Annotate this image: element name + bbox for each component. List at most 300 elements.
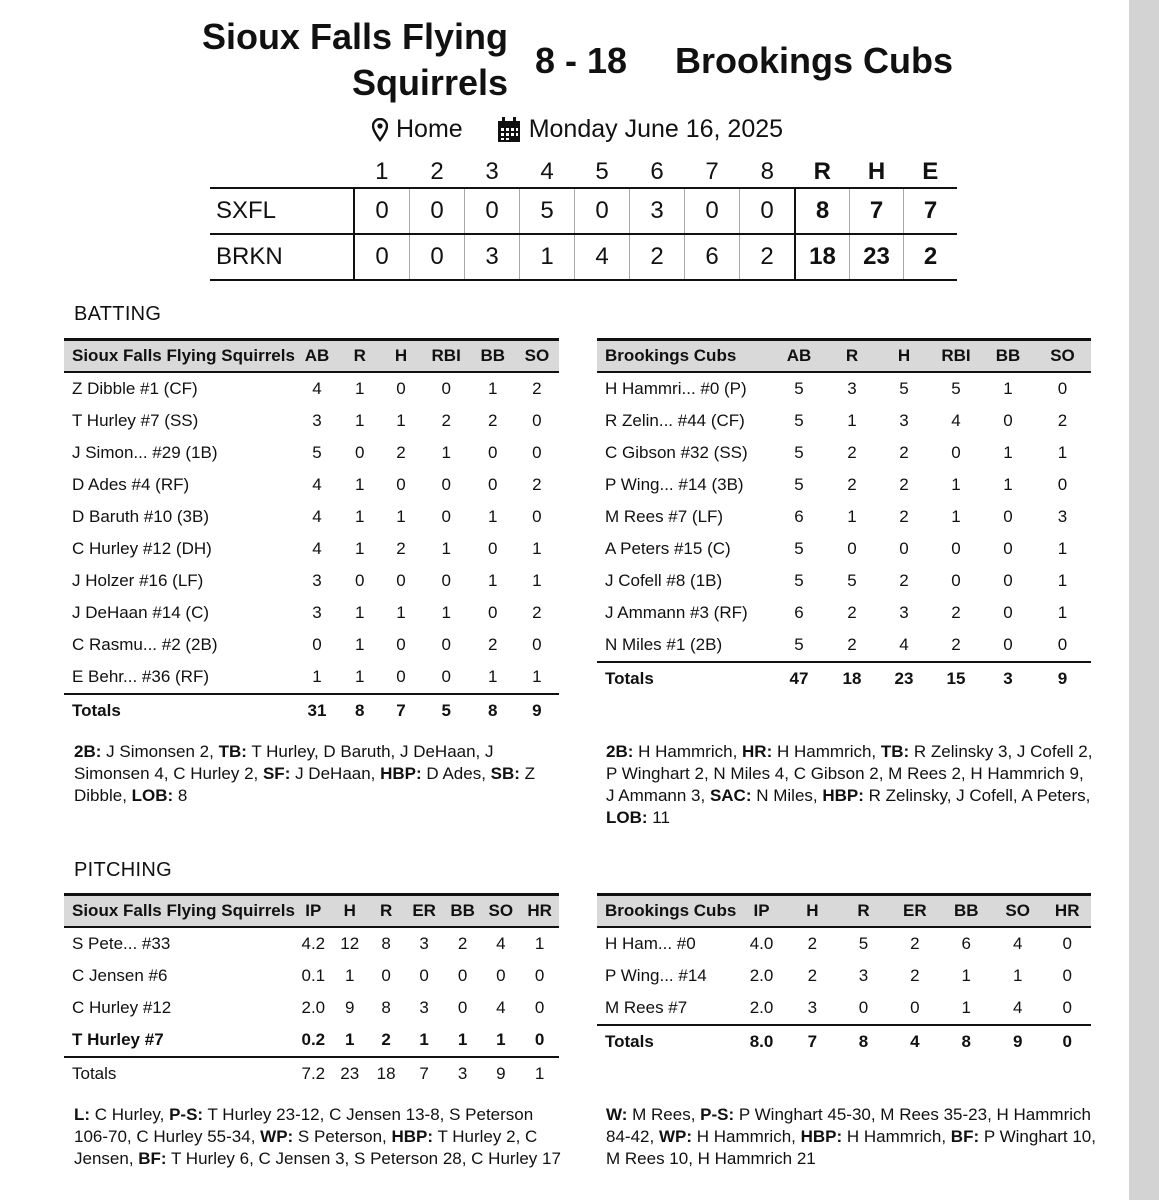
- totals-row: [64, 1057, 559, 1090]
- stat-cell: 0: [532, 443, 542, 462]
- stat-column-header: ER: [412, 901, 436, 920]
- player-name: A Peters #15 (C): [605, 539, 731, 558]
- player-name: J Ammann #3 (RF): [605, 603, 748, 622]
- stat-cell: 1: [1057, 539, 1068, 558]
- stat-cell: 5: [794, 475, 804, 494]
- stat-cell: 1: [396, 411, 406, 430]
- total-cell: 8: [354, 701, 365, 720]
- stat-cell: 0.2: [301, 1030, 326, 1049]
- stat-cell: 2: [951, 603, 961, 622]
- total-cell: 8: [858, 1032, 869, 1051]
- home-team-name: Sioux Falls Flying Squirrels: [201, 16, 508, 103]
- team-column-header: Brookings Cubs: [605, 901, 737, 920]
- stat-cell: 1: [534, 934, 545, 953]
- stat-cell: 0: [457, 998, 468, 1017]
- note-text: T Hurley 23-12, C Jensen 13-8, S Peterson 106-70, C Hurley 55-34,: [74, 1105, 534, 1146]
- table-header-row: [64, 895, 559, 928]
- stat-cell: 0: [396, 571, 406, 590]
- stat-column-header: R: [845, 346, 859, 365]
- stat-cell: 2: [910, 966, 920, 985]
- stat-column-header: R: [857, 901, 870, 920]
- note-text: H Hammrich,: [633, 742, 743, 761]
- player-name: C Gibson #32 (SS): [605, 443, 748, 462]
- note-text: T Hurley 6, C Jensen 3, S Peterson 28, C Hurley 17: [166, 1149, 561, 1168]
- table-header-row: [597, 895, 1091, 928]
- note-text: R Zelinsky 3, J Cofell 2, P Winghart 2, N Miles 4, C Gibson 2, M Rees 2, H Hammrich 9, J Ammann 3,: [606, 742, 1093, 805]
- stat-cell: 0: [457, 966, 468, 985]
- stat-cell: 1: [441, 443, 451, 462]
- stat-cell: 4.2: [301, 934, 326, 953]
- stat-cell: 2.0: [749, 966, 774, 985]
- player-name: C Rasmu... #2 (2B): [72, 635, 218, 654]
- total-errors: 2: [923, 243, 938, 270]
- team-abbr: BRKN: [210, 234, 354, 280]
- table-row: [64, 1024, 559, 1057]
- stat-cell: 1: [951, 507, 961, 526]
- stat-cell: 0: [354, 571, 365, 590]
- note-text: 8: [173, 786, 188, 805]
- stat-cell: 0: [1003, 571, 1013, 590]
- stat-cell: 1: [419, 1030, 429, 1049]
- player-name: S Pete... #33: [72, 934, 171, 953]
- table-row: [64, 960, 559, 992]
- total-cell: 0: [1062, 1032, 1072, 1051]
- stat-cell: 1: [354, 539, 365, 558]
- note-label: LOB:: [606, 808, 648, 827]
- player-name: E Behr... #36 (RF): [72, 667, 209, 686]
- inning-score: 4: [575, 234, 630, 280]
- stat-cell: 2: [441, 411, 451, 430]
- totals-label: Totals: [72, 1064, 117, 1083]
- stat-cell: 2: [396, 539, 406, 558]
- table-row: [597, 437, 1091, 469]
- total-cell: 7: [419, 1064, 429, 1083]
- stat-cell: 4: [312, 539, 322, 558]
- stat-cell: 1: [496, 1030, 506, 1049]
- stat-cell: 1: [396, 507, 406, 526]
- note-label: HBP:: [391, 1127, 434, 1146]
- totals-label: Totals: [605, 1032, 654, 1051]
- stat-column-header: IP: [305, 901, 322, 920]
- stat-column-header: R: [353, 346, 366, 365]
- stat-column-header: BB: [995, 346, 1021, 365]
- stat-column-header: H: [806, 901, 819, 920]
- player-name: D Ades #4 (RF): [72, 475, 190, 494]
- stat-cell: 0: [441, 507, 451, 526]
- stat-cell: 5: [794, 571, 804, 590]
- stat-cell: 1: [1012, 966, 1023, 985]
- stat-cell: 0: [951, 571, 961, 590]
- table-row: [597, 372, 1091, 405]
- inning-header: 1: [375, 158, 389, 185]
- note-text: S Peterson,: [293, 1127, 392, 1146]
- away-pitching-table: [597, 893, 1091, 1058]
- stat-cell: 5: [794, 379, 804, 398]
- stat-cell: 3: [419, 998, 429, 1017]
- stat-cell: 0: [354, 443, 365, 462]
- note-label: SF:: [262, 764, 291, 783]
- stat-column-header: SO: [1005, 901, 1030, 920]
- stat-cell: 2: [396, 443, 406, 462]
- away-batting-table: [597, 338, 1091, 695]
- player-name: J DeHaan #14 (C): [72, 603, 210, 622]
- note-label: LOB:: [131, 786, 174, 805]
- stat-column-header: HR: [527, 901, 552, 920]
- line-score-row: [210, 188, 957, 234]
- stat-cell: 1: [532, 539, 542, 558]
- stat-cell: 0: [488, 603, 498, 622]
- stat-cell: 8: [381, 934, 391, 953]
- stat-cell: 2: [381, 1030, 391, 1049]
- stat-cell: 1: [1057, 571, 1068, 590]
- stat-cell: 1: [457, 1030, 468, 1049]
- stat-cell: 1: [951, 475, 961, 494]
- stat-column-header: RBI: [941, 346, 971, 365]
- stat-cell: 0: [534, 966, 545, 985]
- note-text: H Hammrich,: [772, 742, 881, 761]
- stat-cell: 1: [354, 635, 365, 654]
- total-cell: 15: [946, 669, 966, 688]
- stat-cell: 1: [344, 1030, 355, 1049]
- total-hits: 23: [850, 234, 904, 280]
- stat-cell: 1: [354, 507, 365, 526]
- player-name: R Zelin... #44 (CF): [605, 411, 745, 430]
- player-name: D Baruth #10 (3B): [72, 507, 210, 526]
- stat-cell: 6: [794, 603, 804, 622]
- inning-score: 0: [354, 188, 410, 234]
- line-score-table: [210, 157, 957, 281]
- stat-column-header: H: [897, 346, 911, 365]
- stat-cell: 0: [1062, 998, 1072, 1017]
- stat-cell: 4: [312, 475, 322, 494]
- total-cell: 47: [789, 669, 809, 688]
- stat-column-header: AB: [304, 346, 330, 365]
- team-column-header: Sioux Falls Flying Squirrels: [72, 346, 295, 365]
- stat-cell: 0: [951, 539, 961, 558]
- player-name: P Wing... #14: [605, 966, 707, 985]
- note-label: P-S:: [700, 1105, 735, 1124]
- stat-cell: 1: [847, 411, 857, 430]
- table-row: [64, 661, 559, 694]
- stat-column-header: BB: [450, 901, 475, 920]
- stat-cell: 0: [899, 539, 909, 558]
- stat-cell: 1: [532, 571, 542, 590]
- player-name: C Hurley #12 (DH): [72, 539, 212, 558]
- stat-cell: 3: [858, 966, 869, 985]
- stat-cell: 5: [794, 443, 804, 462]
- total-cell: 9: [1012, 1032, 1023, 1051]
- stat-cell: 1: [1003, 379, 1013, 398]
- home-pitching-table: [64, 893, 559, 1090]
- stat-cell: 0: [1003, 603, 1013, 622]
- table-row: [597, 597, 1091, 629]
- inning-score: 1: [520, 234, 575, 280]
- table-row: [64, 597, 559, 629]
- note-text: 11: [647, 808, 670, 827]
- stat-cell: 5: [899, 379, 909, 398]
- note-text: C Hurley,: [90, 1105, 170, 1124]
- calendar-icon: [497, 117, 521, 143]
- inning-header: 7: [705, 158, 719, 185]
- stat-cell: 1: [354, 603, 365, 622]
- stat-cell: 1: [488, 571, 498, 590]
- stat-column-header: BB: [953, 901, 979, 920]
- table-row: [64, 992, 559, 1024]
- stat-cell: 0: [532, 635, 542, 654]
- stat-cell: 5: [847, 571, 857, 590]
- stat-cell: 0.1: [301, 966, 326, 985]
- inning-score: 2: [630, 234, 685, 280]
- total-cell: 7: [396, 701, 406, 720]
- stat-cell: 5: [794, 539, 804, 558]
- note-text: T Hurley, D Baruth, J DeHaan, J Simonsen 4, C Hurley 2,: [74, 742, 494, 783]
- inning-header: 3: [485, 158, 499, 185]
- stat-cell: 0: [441, 475, 451, 494]
- inning-header: 5: [595, 158, 609, 185]
- note-label: TB:: [880, 742, 910, 761]
- table-row: [64, 372, 559, 405]
- total-runs: 8: [795, 188, 850, 234]
- inning-header: 2: [430, 158, 444, 185]
- stat-cell: 0: [441, 379, 451, 398]
- table-row: [597, 960, 1091, 992]
- stat-cell: 2: [951, 635, 961, 654]
- table-row: [597, 927, 1091, 960]
- note-text: J Simonsen 2,: [101, 742, 219, 761]
- line-score-row: [210, 234, 957, 280]
- player-name: C Hurley #12: [72, 998, 172, 1017]
- home-batting-table: [64, 338, 559, 727]
- stat-cell: 0: [381, 966, 391, 985]
- note-label: HBP:: [800, 1127, 843, 1146]
- table-row: [597, 469, 1091, 501]
- inning-score: 0: [740, 188, 796, 234]
- totals-row: [597, 1025, 1091, 1058]
- note-text: H Hammrich,: [842, 1127, 951, 1146]
- player-name: H Ham... #0: [605, 934, 696, 953]
- stat-cell: 4: [496, 934, 506, 953]
- note-label: 2B:: [74, 742, 102, 761]
- player-name: M Rees #7 (LF): [605, 507, 724, 526]
- stat-cell: 0: [951, 443, 961, 462]
- total-cell: 3: [1003, 669, 1013, 688]
- stat-cell: 0: [534, 1030, 545, 1049]
- total-errors: 7: [923, 197, 938, 224]
- stat-cell: 1: [441, 539, 451, 558]
- table-row: [597, 629, 1091, 662]
- game-date: Monday June 16, 2025: [528, 115, 784, 143]
- stat-cell: 1: [441, 603, 451, 622]
- inning-score: 5: [520, 188, 575, 234]
- total-cell: 5: [441, 701, 451, 720]
- stat-cell: 0: [496, 966, 506, 985]
- stat-cell: 5: [951, 379, 961, 398]
- total-cell: 8.0: [749, 1032, 774, 1051]
- game-meta: [372, 115, 783, 144]
- table-row: [597, 565, 1091, 597]
- home-pitching-notes: [74, 1104, 564, 1170]
- stat-cell: 5: [312, 443, 322, 462]
- page-edge: [1129, 0, 1159, 1200]
- note-label: W:: [606, 1105, 628, 1124]
- inning-score: 6: [685, 234, 740, 280]
- away-team-name: Brookings Cubs: [675, 40, 954, 81]
- total-cell: 23: [340, 1064, 360, 1083]
- stat-cell: 3: [807, 998, 818, 1017]
- stat-cell: 9: [344, 998, 355, 1017]
- stat-cell: 3: [312, 603, 322, 622]
- table-row: [64, 501, 559, 533]
- stat-cell: 2: [532, 603, 542, 622]
- stat-cell: 0: [1003, 635, 1013, 654]
- total-runs: 18: [795, 234, 850, 280]
- stat-column-header: BB: [480, 346, 506, 365]
- stat-cell: 4: [312, 507, 322, 526]
- note-text: N Miles,: [751, 786, 823, 805]
- player-name: T Hurley #7: [72, 1030, 164, 1049]
- team-column-header: Sioux Falls Flying Squirrels: [72, 901, 295, 920]
- inning-score: 3: [630, 188, 685, 234]
- stat-column-header: H: [394, 346, 408, 365]
- totals-label: Totals: [72, 701, 121, 720]
- note-text: T Hurley 2, C Jensen,: [74, 1127, 538, 1168]
- stat-cell: 1: [1057, 443, 1068, 462]
- note-label: HBP:: [380, 764, 422, 783]
- stat-cell: 2.0: [301, 998, 326, 1017]
- table-header-row: [597, 340, 1091, 373]
- inning-score: 0: [685, 188, 740, 234]
- note-label: BF:: [950, 1127, 980, 1146]
- stat-cell: 0: [910, 998, 920, 1017]
- stat-cell: 1: [1003, 475, 1013, 494]
- stat-cell: 4: [951, 411, 961, 430]
- stat-cell: 2: [899, 443, 909, 462]
- stat-cell: 0: [1062, 966, 1072, 985]
- note-text: R Zelinsky, J Cofell, A Peters,: [863, 786, 1091, 805]
- stat-cell: 0: [1003, 507, 1013, 526]
- stat-cell: 2: [899, 571, 909, 590]
- note-label: HR:: [742, 742, 773, 761]
- stat-cell: 3: [312, 571, 322, 590]
- total-cell: 18: [842, 669, 862, 688]
- stat-cell: 2: [847, 635, 857, 654]
- player-name: J Holzer #16 (LF): [72, 571, 204, 590]
- team-abbr: SXFL: [210, 188, 354, 234]
- player-name: Z Dibble #1 (CF): [72, 379, 198, 398]
- inning-score: 0: [465, 188, 520, 234]
- stat-cell: 0: [1057, 635, 1068, 654]
- totals-label: Totals: [605, 669, 654, 688]
- stat-cell: 12: [340, 934, 360, 953]
- note-text: Z Dibble,: [74, 764, 536, 805]
- stat-cell: 0: [532, 507, 542, 526]
- stat-cell: 0: [441, 635, 451, 654]
- stat-cell: 0: [488, 475, 498, 494]
- stat-cell: 2: [807, 934, 818, 953]
- stat-cell: 1: [488, 507, 498, 526]
- total-hits: 7: [850, 188, 904, 234]
- total-cell: 8: [961, 1032, 971, 1051]
- total-cell: 18: [376, 1064, 396, 1083]
- stat-cell: 6: [794, 507, 804, 526]
- stat-cell: 1: [488, 667, 498, 686]
- errors-header: E: [922, 158, 939, 185]
- inning-header: 6: [650, 158, 664, 185]
- stat-cell: 1: [1057, 603, 1068, 622]
- note-text: J DeHaan,: [290, 764, 381, 783]
- stat-cell: 1: [488, 379, 498, 398]
- stat-cell: 3: [1057, 507, 1068, 526]
- note-label: TB:: [218, 742, 247, 761]
- stat-cell: 0: [488, 539, 498, 558]
- totals-row: [597, 662, 1091, 695]
- stat-cell: 8: [381, 998, 391, 1017]
- stat-cell: 2: [910, 934, 920, 953]
- inning-score: 0: [410, 188, 465, 234]
- table-row: [597, 501, 1091, 533]
- total-cell: 7.2: [301, 1064, 326, 1083]
- stat-cell: 0: [858, 998, 869, 1017]
- hits-header: H: [867, 158, 886, 185]
- table-header-row: [64, 340, 559, 373]
- game-location: Home: [396, 115, 463, 143]
- stat-cell: 0: [396, 379, 406, 398]
- stat-cell: 1: [354, 411, 365, 430]
- stat-cell: 1: [344, 966, 355, 985]
- stat-column-header: H: [343, 901, 356, 920]
- stat-column-header: SO: [1050, 346, 1075, 365]
- player-name: N Miles #1 (2B): [605, 635, 723, 654]
- table-row: [64, 629, 559, 661]
- inning-header: 8: [760, 158, 774, 185]
- stat-cell: 0: [396, 635, 406, 654]
- home-batting-notes: [74, 741, 564, 807]
- inning-score: 0: [410, 234, 465, 280]
- stat-cell: 0: [1057, 379, 1068, 398]
- total-cell: 3: [457, 1064, 468, 1083]
- inning-score: 0: [575, 188, 630, 234]
- stat-cell: 2: [847, 603, 857, 622]
- stat-cell: 5: [794, 635, 804, 654]
- stat-cell: 2: [488, 411, 498, 430]
- player-name: H Hammri... #0 (P): [605, 379, 747, 398]
- note-label: HBP:: [822, 786, 864, 805]
- stat-cell: 3: [419, 934, 429, 953]
- total-cell: 7: [807, 1032, 818, 1051]
- stat-cell: 0: [396, 667, 406, 686]
- stat-cell: 0: [1057, 475, 1068, 494]
- stat-cell: 1: [396, 603, 406, 622]
- table-row: [64, 437, 559, 469]
- stat-column-header: R: [379, 901, 393, 920]
- total-cell: 4: [910, 1032, 920, 1051]
- stat-column-header: HR: [1054, 901, 1080, 920]
- note-text: M Rees,: [627, 1105, 701, 1124]
- table-row: [64, 405, 559, 437]
- stat-cell: 2: [1057, 411, 1068, 430]
- stat-column-header: RBI: [431, 346, 461, 365]
- stat-cell: 2: [847, 443, 857, 462]
- stat-cell: 3: [899, 411, 909, 430]
- stat-cell: 1: [1003, 443, 1013, 462]
- stat-cell: 4: [1012, 934, 1023, 953]
- note-label: SB:: [490, 764, 520, 783]
- stat-cell: 4.0: [749, 934, 774, 953]
- note-text: P Winghart 10, M Rees 10, H Hammrich 21: [606, 1127, 1096, 1168]
- stat-cell: 5: [858, 934, 869, 953]
- table-row: [64, 927, 559, 960]
- note-text: H Hammrich,: [691, 1127, 801, 1146]
